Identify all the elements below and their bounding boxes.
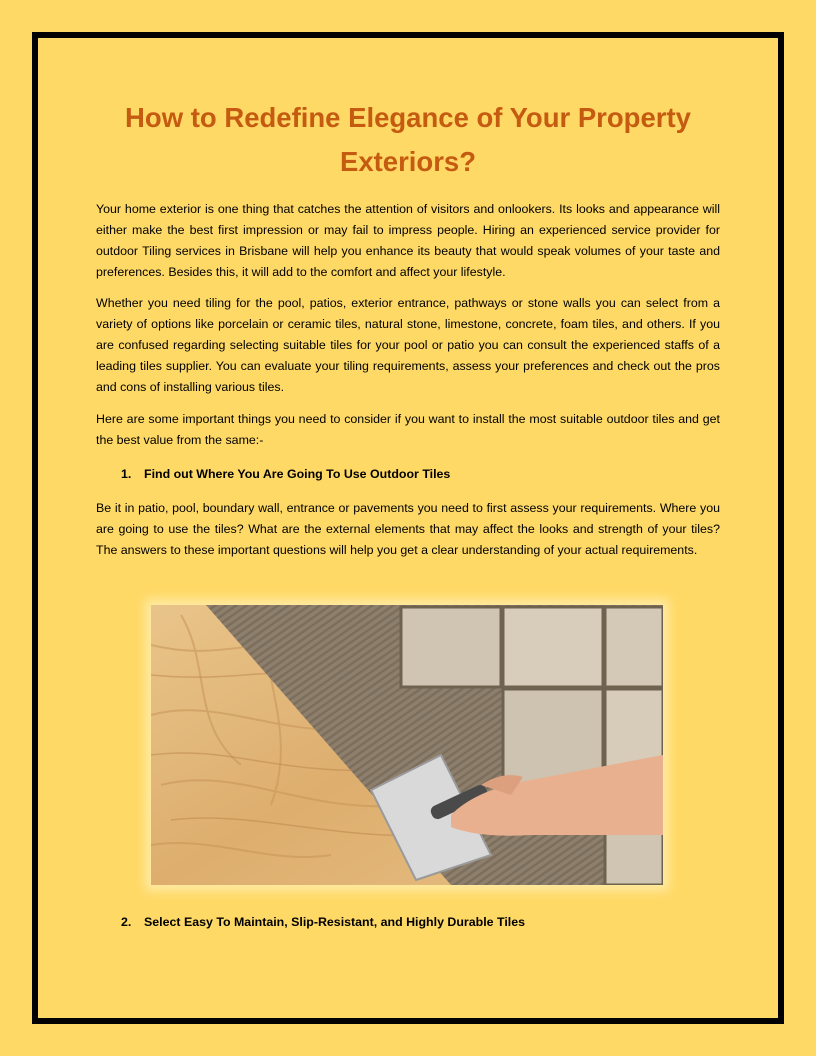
tiling-photo xyxy=(151,605,663,885)
paragraph-considerations: Here are some important things you need to consider if you want to install the most suitable outdoor tiles and get the best value from the same:- xyxy=(96,412,720,447)
section-heading-text: Select Easy To Maintain, Slip-Resistant, and Highly Durable Tiles xyxy=(144,915,525,929)
section-heading-1 xyxy=(121,465,450,483)
section-heading-2 xyxy=(121,913,525,931)
section-number: 2. xyxy=(121,915,132,929)
page-title: How to Redefine Elegance of Your Property Exteriors? xyxy=(125,102,691,177)
section-number: 1. xyxy=(121,467,132,481)
paragraph-intro: Your home exterior is one thing that catches the attention of visitors and onlookers. Its looks and appearance will either make the best first impression or may fail to impress people. Hiring an experienced service provider for outdoor Tiling services in Brisbane will help you enhance its beauty that would speak volumes of your taste and preferences. Besides this, it will add to the comfort and affect your lifestyle. xyxy=(96,202,720,279)
section-heading-text: Find out Where You Are Going To Use Outdoor Tiles xyxy=(144,467,451,481)
paragraph-assess-requirements: Be it in patio, pool, boundary wall, entrance or pavements you need to first assess your requirements. Where you are going to use the tiles? What are the external elements that may affect the looks and strength of your tiles? The answers to these important questions will help you get a clear understanding of your actual requirements. xyxy=(96,501,720,557)
paragraph-tiling-options: Whether you need tiling for the pool, patios, exterior entrance, pathways or stone walls you can select from a variety of options like porcelain or ceramic tiles, natural stone, limestone, concrete, foam tiles, and others. If you are confused regarding selecting suitable tiles for your pool or patio you can consult the experienced staffs of a leading tiles supplier. You can evaluate your tiling requirements, assess your preferences and check out the pros and cons of installing various tiles. xyxy=(96,296,720,394)
